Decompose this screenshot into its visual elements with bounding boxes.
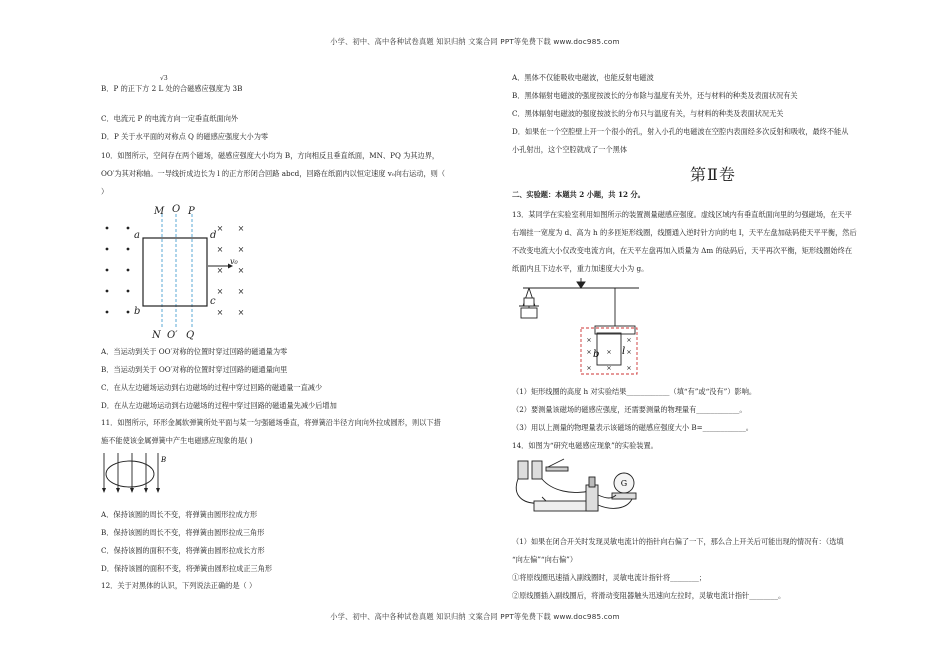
field-lines bbox=[104, 453, 158, 490]
q11-option-b: B．保持该圆的周长不变，将弹簧由圆形拉成三角形 bbox=[101, 528, 265, 537]
q10-option-d: D．在从左边磁场运动到右边磁场的过程中穿过回路的磁通量先减少后增加 bbox=[101, 401, 337, 410]
section-heading: 二、实验题：本题共 2 小题，共 12 分。 bbox=[512, 190, 645, 199]
svg-text:×: × bbox=[606, 348, 612, 356]
q10-figure bbox=[100, 200, 270, 345]
q13-part3: （3）用以上测量的物理量表示该磁场的磁感应强度大小 B=____________。 bbox=[512, 423, 753, 432]
label-a: a bbox=[134, 230, 140, 241]
part-title: 第Ⅱ卷 bbox=[690, 165, 736, 184]
battery-1 bbox=[518, 461, 528, 479]
q13-stem-line3: 不改变电流大小仅改变电流方向，在天平左盘再加入质量为 Δm 的砝码后，天平再次平衡，矩形线圈始终在 bbox=[512, 246, 853, 255]
label-c: c bbox=[210, 296, 216, 307]
svg-text:×: × bbox=[626, 336, 632, 344]
q12-option-b: B．黑体辐射电磁波的强度按波长的分布除与温度有关外，还与材料的种类及表面状况有关 bbox=[512, 91, 798, 100]
q14-part1-b: ②原线圈插入副线圈后，将滑动变阻器触头迅速向左拉时，灵敏电流计指针________。 bbox=[512, 591, 786, 600]
q13-part1: （1）矩形线圈的高度 h 对实验结果____________（填“有”或“没有”）影响。 bbox=[512, 387, 757, 396]
q10-stem-line2: OO′为其对称轴。一导线折成边长为 l 的正方形闭合回路 abcd，回路在纸面内以恒定速度 v₀向右运动，则（ bbox=[101, 169, 446, 178]
q9-option-d: D．P 关于水平面的对称点 Q 的磁感应强度大小为零 bbox=[101, 132, 269, 141]
q10-option-a: A．当运动到关于 OO′对称的位置时穿过回路的磁通量为零 bbox=[101, 347, 288, 356]
page-header: 小学、初中、高中各种试卷真题 知识归纳 文案合同 PPT等免费下载 www.doc985.com bbox=[330, 37, 620, 46]
q9-option-c: C．电流元 P 的电流方向一定垂直纸面向外 bbox=[101, 114, 239, 123]
balance-pivot bbox=[577, 282, 585, 288]
page-footer: 小学、初中、高中各种试卷真题 知识归纳 文案合同 PPT等免费下载 www.doc985.com bbox=[330, 612, 620, 621]
q12-option-c: C．黑体辐射电磁波的强度按波长的分布只与温度有关，与材料的种类及表面状况无关 bbox=[512, 109, 784, 118]
q11-option-c: C．保持该圆的面积不变，将弹簧由圆形拉成长方形 bbox=[101, 546, 265, 555]
q14-figure bbox=[512, 455, 652, 527]
q14-part1-a: ①将原线圈迅速插入副线圈时，灵敏电流计指针将________； bbox=[512, 573, 707, 582]
svg-text:×: × bbox=[237, 245, 245, 254]
svg-text:×: × bbox=[626, 348, 632, 356]
svg-text:×: × bbox=[216, 266, 224, 275]
q13-stem-line4: 纸面内且下边水平，重力加速度大小为 g。 bbox=[512, 264, 649, 273]
label-O: O bbox=[172, 204, 181, 215]
svg-text:×: × bbox=[216, 224, 224, 233]
label-Q: Q bbox=[186, 330, 195, 341]
label-d: d bbox=[210, 230, 217, 241]
q10-stem-line1: 10．如图所示，空间存在两个磁场，磁感应强度大小均为 B，方向相反且垂直纸面，MN、PQ 为其边界， bbox=[101, 151, 440, 160]
label-b: b bbox=[593, 349, 600, 360]
svg-text:×: × bbox=[606, 364, 612, 372]
q12-option-d-line2: 小孔射出，这个空腔就成了一个黑体 bbox=[512, 145, 628, 154]
q11-figure bbox=[100, 450, 170, 498]
q14-part1-line2: “向左偏”“向右偏”） bbox=[512, 555, 578, 564]
q12-stem: 12．关于对黑体的认识，下列说法正确的是（ ） bbox=[101, 581, 257, 590]
coil-assembly bbox=[586, 485, 598, 511]
svg-text:×: × bbox=[237, 287, 245, 296]
svg-text:×: × bbox=[216, 308, 224, 317]
label-b: b bbox=[134, 306, 141, 317]
svg-text:×: × bbox=[216, 245, 224, 254]
label-P: P bbox=[188, 206, 195, 217]
dots-field bbox=[106, 227, 130, 314]
q13-stem-line1: 13．某同学在实验室利用如图所示的装置测量磁感应强度。虚线区域内有垂直纸面向里的匀强磁场，在天平 bbox=[512, 210, 852, 219]
spring-loop bbox=[106, 461, 154, 487]
q12-option-a: A．黑体不仅能吸收电磁波，也能反射电磁波 bbox=[512, 73, 654, 82]
svg-text:×: × bbox=[626, 364, 632, 372]
svg-text:×: × bbox=[586, 336, 592, 344]
q9-option-b: B．P 的正下方 2 L 处的合磁感应强度为 3B bbox=[101, 84, 243, 93]
q10-option-c: C．在从左边磁场运动到右边磁场的过程中穿过回路的磁通量一直减少 bbox=[101, 383, 323, 392]
svg-text:×: × bbox=[237, 266, 245, 275]
label-B: B bbox=[161, 456, 167, 464]
label-N: N bbox=[152, 330, 161, 341]
sqrt-superscript: √3 bbox=[160, 75, 168, 82]
crosses-field bbox=[217, 224, 245, 317]
loop-abcd bbox=[143, 238, 207, 306]
weight-block bbox=[521, 308, 537, 318]
q11-option-d: D．保持该圆的面积不变，将弹簧由圆形拉成正三角形 bbox=[101, 564, 273, 573]
svg-text:×: × bbox=[237, 224, 245, 233]
switch bbox=[548, 459, 564, 467]
q10-option-b: B．当运动到关于 OO′对称的位置时穿过回路的磁通量向里 bbox=[101, 365, 288, 374]
q14-part1-line1: （1）如果在闭合开关时发现灵敏电流计的指针向右偏了一下，那么合上开关后可能出现的情况有：（选填 bbox=[512, 537, 844, 546]
svg-text:×: × bbox=[586, 364, 592, 372]
q11-stem-line1: 11．如图所示，环形金属软弹簧所处平面与某一匀强磁场垂直，将弹簧沿半径方向向外拉成圆形，则以下措 bbox=[101, 418, 441, 427]
boundary-lines bbox=[162, 214, 192, 328]
q13-figure bbox=[515, 278, 650, 378]
svg-text:×: × bbox=[216, 287, 224, 296]
svg-text:×: × bbox=[586, 348, 592, 356]
label-v0: v₀ bbox=[230, 257, 238, 266]
label-M: M bbox=[154, 206, 165, 217]
label-O-prime: O′ bbox=[167, 330, 178, 341]
battery-2 bbox=[532, 461, 542, 479]
q13-stem-line2: 右端挂一宽度为 d、高为 h 的多匝矩形线圈，线圈通入逆时针方向的电 I，天平左盘加砝码使天平平衡，然后 bbox=[512, 228, 857, 237]
q11-stem-line2: 施不能使该金属弹簧中产生电磁感应现象的是( ) bbox=[101, 436, 253, 445]
q14-stem: 14．如图为“研究电磁感应现象”的实验装置。 bbox=[512, 441, 658, 450]
q13-part2: （2）要测量该磁场的磁感应强度，还需要测量的物理量有____________。 bbox=[512, 405, 747, 414]
q12-option-d-line1: D．如果在一个空腔壁上开一个很小的孔，射入小孔的电磁波在空腔内表面经多次反射和吸收，最终不能从 bbox=[512, 127, 849, 136]
svg-text:×: × bbox=[237, 308, 245, 317]
label-G: G bbox=[620, 479, 628, 488]
label-l: l bbox=[622, 346, 626, 357]
q11-option-a: A．保持该圆的周长不变，将弹簧由圆形拉成方形 bbox=[101, 510, 258, 519]
q10-stem-line3: ） bbox=[101, 187, 109, 196]
